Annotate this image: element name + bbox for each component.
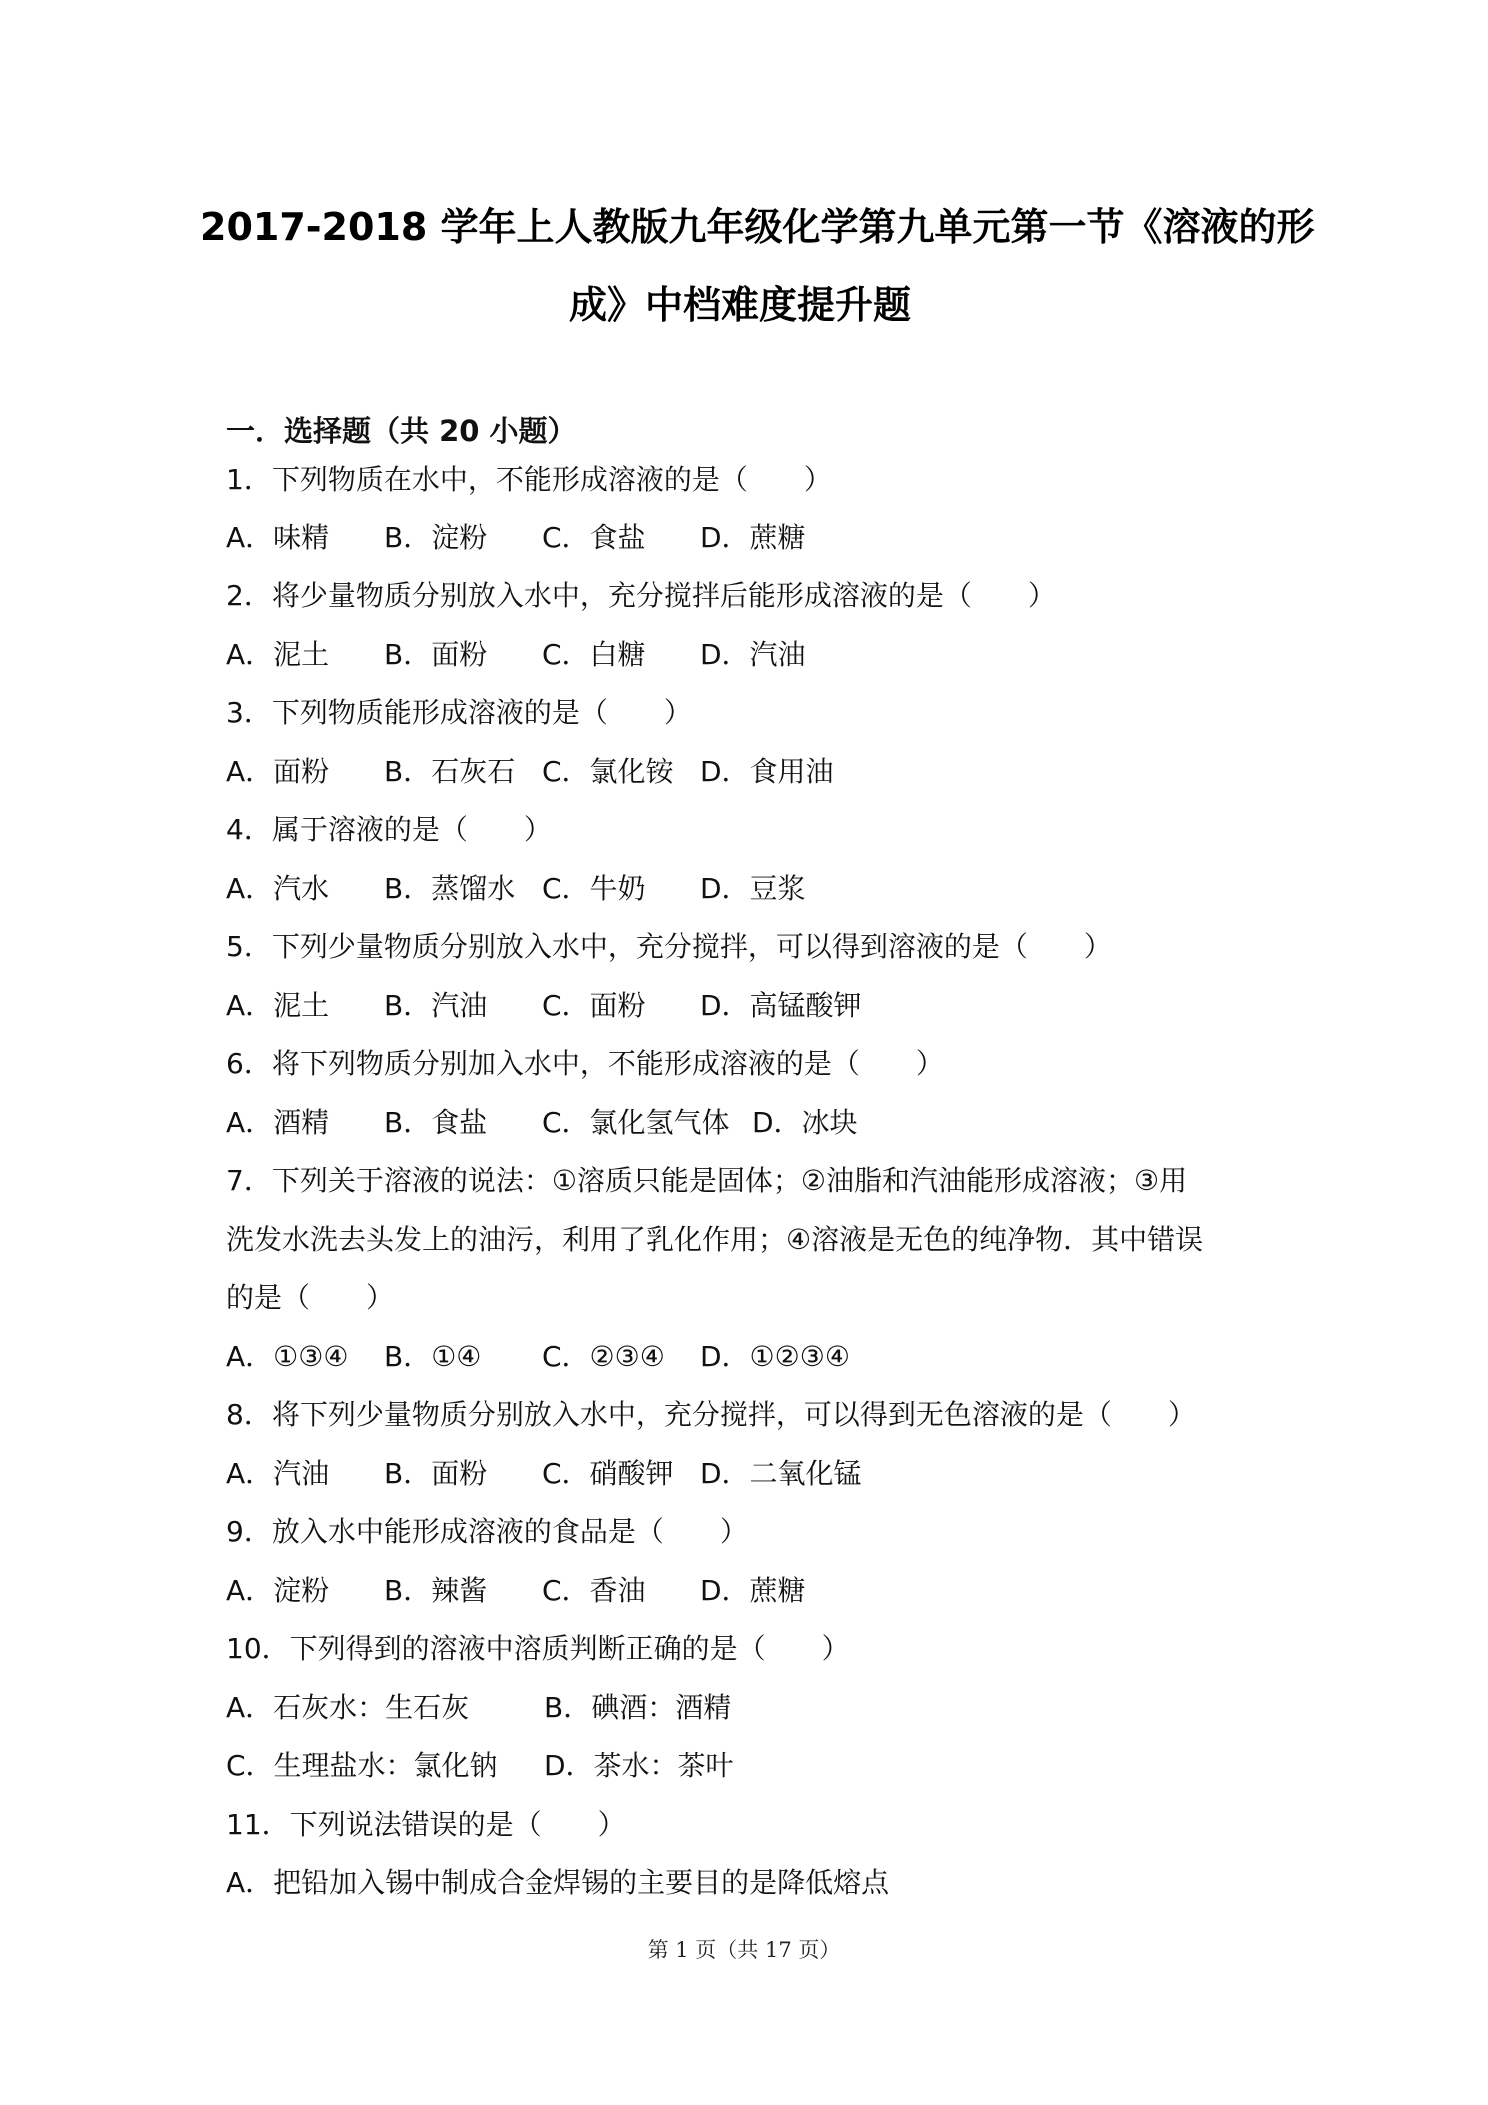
option-d: D．汽油 [700,638,806,671]
question-10-options-row-1 [226,1688,862,1728]
question-7-options [226,1337,858,1377]
option-d: D．豆浆 [700,872,806,905]
option-c: C．白糖 [542,638,646,671]
question-6: 6．将下列物质分别加入水中，不能形成溶液的是（ ） [226,1047,944,1080]
section-heading: 一．选择题（共 20 小题） [226,414,577,448]
option-d: D．茶水：茶叶 [544,1749,734,1782]
option-a: A．泥土 [226,989,330,1022]
option-c: C．香油 [542,1574,646,1607]
question-3: 3．下列物质能形成溶液的是（ ） [226,696,692,729]
question-2: 2．将少量物质分别放入水中，充分搅拌后能形成溶液的是（ ） [226,579,1056,612]
question-8: 8．将下列少量物质分别放入水中，充分搅拌，可以得到无色溶液的是（ ） [226,1398,1196,1431]
question-7-line-3: 的是（ ） [226,1281,395,1314]
question-1: 1．下列物质在水中，不能形成溶液的是（ ） [226,463,832,496]
option-a: A．味精 [226,521,330,554]
question-8-options [226,1454,862,1494]
question-5: 5．下列少量物质分别放入水中，充分搅拌，可以得到溶液的是（ ） [226,930,1112,963]
option-c: C．生理盐水：氯化钠 [226,1749,498,1782]
option-b: B．面粉 [384,1457,488,1490]
option-a: A．汽油 [226,1457,330,1490]
document-title-line-2: 成》中档难度提升题 [568,283,911,327]
question-4: 4．属于溶液的是（ ） [226,813,552,846]
option-d: D．高锰酸钾 [700,989,862,1022]
question-1-options [226,518,858,558]
question-5-options [226,986,862,1026]
option-d: D．蔗糖 [700,521,806,554]
option-b: B．淀粉 [384,521,488,554]
option-c: C．牛奶 [542,872,646,905]
question-7-line-2: 洗发水洗去头发上的油污，利用了乳化作用；④溶液是无色的纯净物．其中错误 [226,1223,1204,1256]
option-b: B．碘酒：酒精 [544,1691,732,1724]
option-b: B．面粉 [384,638,488,671]
question-9-options [226,1571,858,1611]
page-footer: 第 1 页（共 17 页） [647,1938,841,1962]
option-c: C．面粉 [542,989,646,1022]
option-c: C．氯化氢气体 [542,1106,730,1139]
option-d: D．①②③④ [700,1340,850,1373]
option-b: B．汽油 [384,989,488,1022]
question-3-options [226,752,858,792]
question-11: 11．下列说法错误的是（ ） [226,1808,626,1841]
question-7-line-1: 7．下列关于溶液的说法：①溶质只能是固体；②油脂和汽油能形成溶液；③用 [226,1164,1188,1197]
option-a: A．酒精 [226,1106,330,1139]
option-c: C．硝酸钾 [542,1457,674,1490]
option-d: D．食用油 [700,755,834,788]
option-a: A．泥土 [226,638,330,671]
option-c: C．②③④ [542,1340,665,1373]
question-2-options [226,635,858,675]
option-a: A．淀粉 [226,1574,330,1607]
option-b: B．①④ [384,1340,482,1373]
option-b: B．石灰石 [384,755,516,788]
option-b: B．辣酱 [384,1574,488,1607]
option-c: C．氯化铵 [542,755,674,788]
question-11-option-a: A．把铅加入锡中制成合金焊锡的主要目的是降低熔点 [226,1866,890,1899]
option-b: B．食盐 [384,1106,488,1139]
option-d: D．二氧化锰 [700,1457,862,1490]
question-10: 10．下列得到的溶液中溶质判断正确的是（ ） [226,1632,850,1665]
option-d: D．冰块 [752,1106,858,1139]
question-9: 9．放入水中能形成溶液的食品是（ ） [226,1515,748,1548]
option-a: A．面粉 [226,755,330,788]
question-4-options [226,869,858,909]
option-a: A．石灰水：生石灰 [226,1691,470,1724]
question-6-options [226,1103,910,1143]
option-b: B．蒸馏水 [384,872,516,905]
option-a: A．汽水 [226,872,330,905]
option-a: A．①③④ [226,1340,349,1373]
question-10-options-row-2 [226,1746,862,1786]
option-d: D．蔗糖 [700,1574,806,1607]
option-c: C．食盐 [542,521,646,554]
document-title-line-1: 2017-2018 学年上人教版九年级化学第九单元第一节《溶液的形 [200,205,1315,249]
